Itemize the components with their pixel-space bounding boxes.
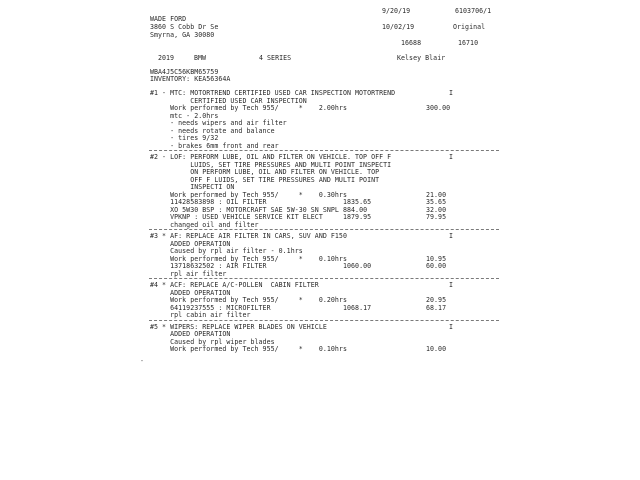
job-line: ADDED OPERATION — [150, 288, 231, 297]
job-line: ADDED OPERATION — [150, 239, 231, 248]
job-line: 13718632502 : AIR FILTER — [150, 262, 267, 270]
list-price: 1835.65 — [343, 198, 372, 206]
job-line: Work performed by Tech 955/ * 0.30hrs — [150, 190, 347, 199]
job-line: LUIDS, SET TIRE PRESSURES AND MULTI POINT INSPECTI — [150, 160, 392, 169]
job-title-line: #1 - MTC: MOTORTREND CERTIFIED USED CAR INSPECTION MOTORTREND — [150, 89, 396, 97]
line-total: 79.95 — [426, 213, 447, 221]
line-total: 35.65 — [426, 198, 447, 206]
job-line: - needs rotate and balance — [150, 126, 275, 135]
vin: WBA4J5C56KBM65759 — [150, 68, 219, 76]
service-advisor: Kelsey Blair — [397, 54, 446, 62]
job-line: Caused by rpl air filter - 0.1hrs — [150, 247, 303, 255]
job-line: VPKNP : USED VEHICLE SERVICE KIT ELECT — [150, 213, 323, 221]
ro-number: 6103706/1 — [455, 7, 492, 15]
line-total: 10.95 — [426, 254, 447, 263]
job-line: Caused by rpl wiper blades — [150, 337, 275, 346]
job-line: CERTIFIED USED CAR INSPECTION — [150, 96, 307, 105]
copy-status: Original — [453, 23, 486, 31]
line-total: 20.95 — [426, 296, 447, 304]
job-line: XO 5W30 BSP : MOTORCRAFT SAE 5W-30 SN SNPL — [150, 205, 339, 214]
vehicle-make: BMW — [194, 54, 207, 62]
job-line: Work performed by Tech 955/ * 0.10hrs — [150, 345, 347, 353]
dealer-city: Smyrna, GA 30080 — [150, 31, 215, 39]
job-flag: I — [449, 322, 454, 331]
job-separator — [149, 150, 499, 151]
job-title-line: #5 * WIPERS: REPLACE WIPER BLADES ON VEHICLE — [150, 322, 327, 331]
line-total: 32.00 — [426, 205, 447, 214]
job-line: Work performed by Tech 955/ * 0.20hrs — [150, 296, 347, 304]
job-line: 64119237555 : MICROFILTER — [150, 303, 271, 312]
job-title-line: #3 * AF: REPLACE AIR FILTER IN CARS, SUV AND F150 — [150, 232, 347, 240]
list-price: 884.00 — [343, 205, 368, 214]
margin-mark: - — [140, 357, 144, 365]
order-date: 9/20/19 — [382, 7, 411, 15]
job-line: INSPECTI ON — [150, 183, 235, 191]
mileage-out: 16710 — [458, 39, 479, 47]
mileage-in: 16688 — [401, 39, 422, 47]
job-line: - needs wipers and air filter — [150, 119, 287, 127]
list-price: 1068.17 — [343, 303, 372, 312]
line-total: 10.00 — [426, 345, 447, 353]
job-line: ON PERFORM LUBE, OIL AND FILTER ON VEHICLE. TOP — [150, 168, 380, 176]
job-flag: I — [449, 153, 454, 161]
dealer-name: WADE FORD — [150, 15, 187, 23]
list-price: 1060.00 — [343, 262, 372, 270]
job-line: Work performed by Tech 955/ * 0.10hrs — [150, 254, 347, 263]
line-total: 21.00 — [426, 190, 447, 199]
dealer-street: 3860 S Cobb Dr Se — [150, 23, 219, 31]
job-flag: I — [449, 232, 454, 240]
job-line: - tires 9/32 — [150, 134, 219, 142]
vehicle-year: 2019 — [158, 54, 175, 62]
job-line: mtc - 2.0hrs — [150, 111, 219, 120]
list-price: 1879.95 — [343, 213, 372, 221]
line-total: 68.17 — [426, 303, 447, 312]
job-title-line: #4 * ACF: REPLACE A/C-POLLEN CABIN FILTER — [150, 281, 319, 289]
job-line: 11428583898 : OIL FILTER — [150, 198, 267, 206]
job-flag: I — [449, 281, 454, 289]
job-line: rpl cabin air filter — [150, 311, 251, 319]
job-separator — [149, 278, 499, 279]
job-separator — [149, 229, 499, 230]
job-separator — [149, 320, 499, 321]
second-date: 10/02/19 — [382, 23, 415, 31]
job-line: ADDED OPERATION — [150, 330, 231, 338]
inventory-number: INVENTORY: KEA56364A — [150, 75, 231, 83]
job-line: Work performed by Tech 955/ * 2.00hrs — [150, 104, 347, 112]
vehicle-model: 4 SERIES — [259, 54, 292, 62]
job-line: rpl air filter — [150, 269, 227, 278]
line-total: 60.00 — [426, 262, 447, 270]
line-total: 300.00 — [426, 104, 451, 112]
job-flag: I — [449, 89, 454, 97]
job-title-line: #2 - LOF: PERFORM LUBE, OIL AND FILTER ON VEHICLE. TOP OFF F — [150, 153, 392, 161]
job-line: changed oil and filter — [150, 220, 259, 229]
job-line: - brakes 6mm front and rear — [150, 141, 279, 150]
job-line: OFF F LUIDS, SET TIRE PRESSURES AND MULTI POINT — [150, 175, 380, 184]
